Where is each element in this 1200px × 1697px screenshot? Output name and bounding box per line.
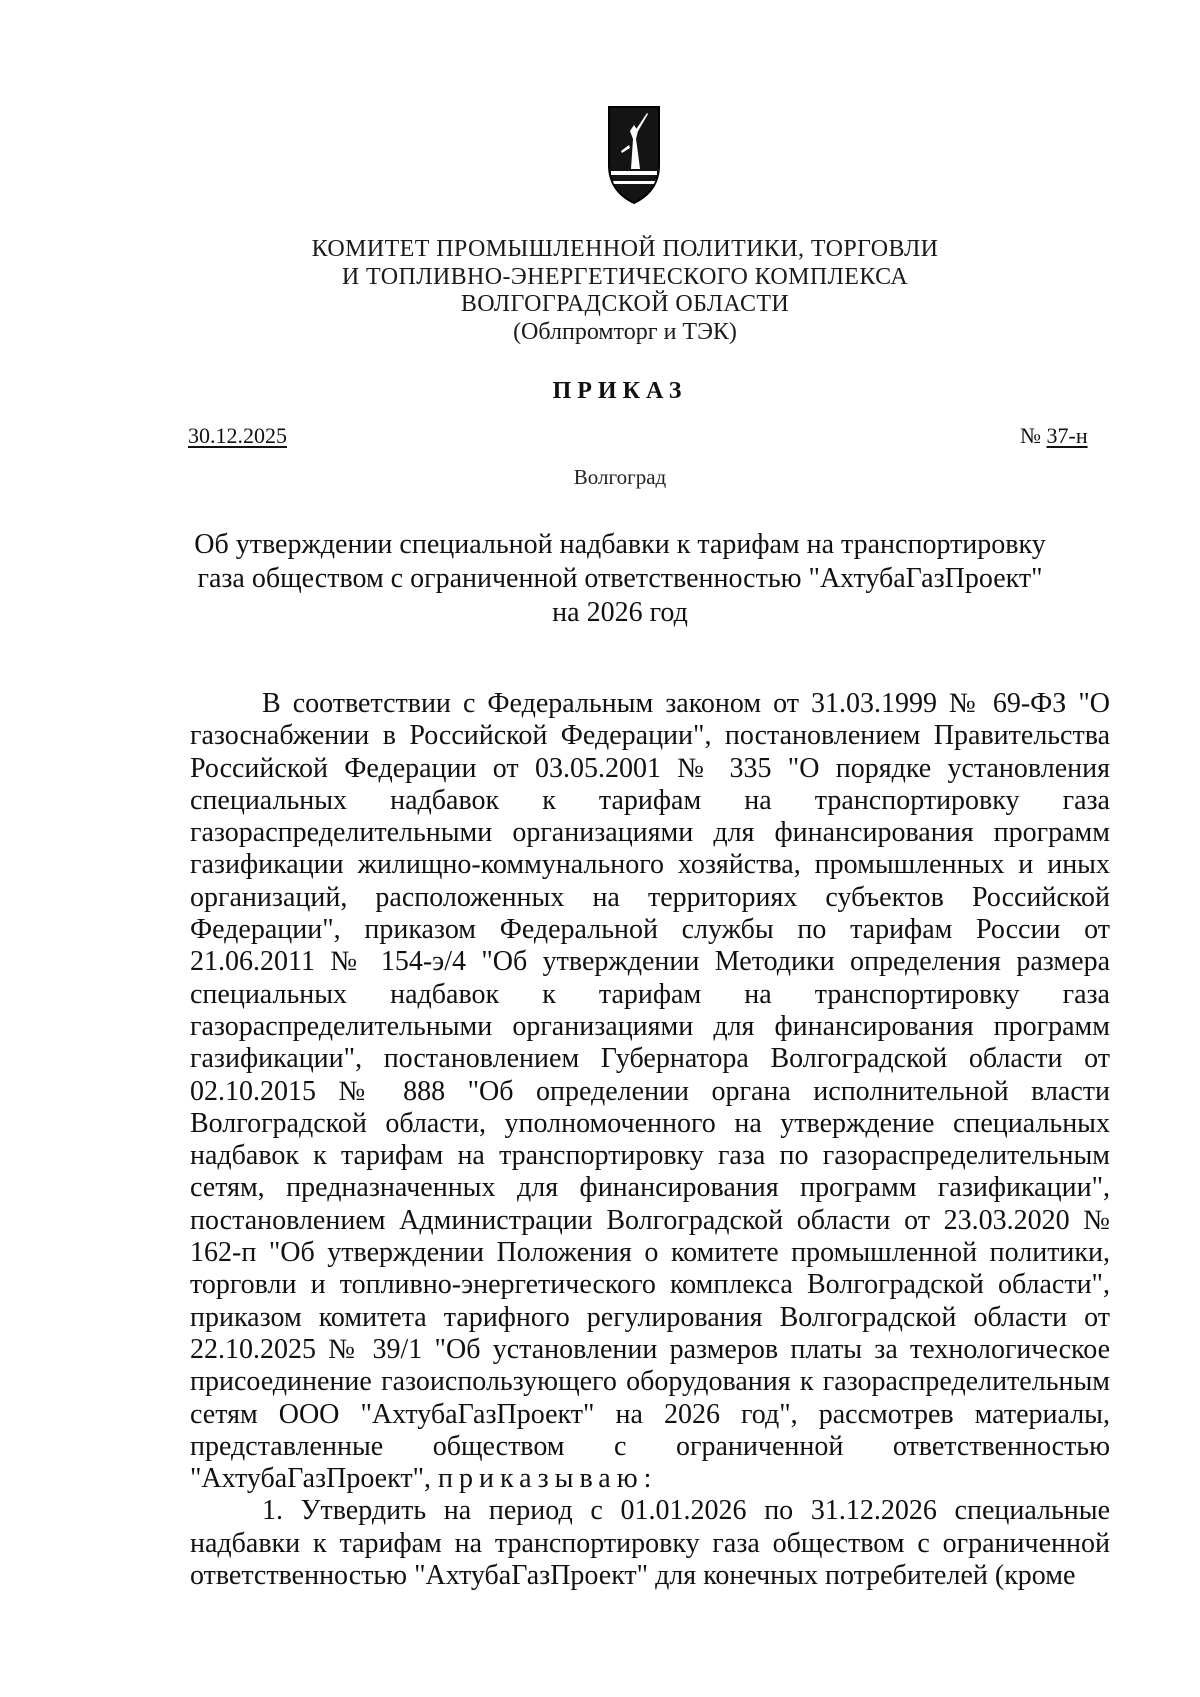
preamble-text: В соответствии с Федеральным законом от 31.03.1999 № 69-ФЗ "О газоснабжении в Российской Федерации", постановлением Правительства Российской Федерации от 03.05.2001 № 335 "О порядке установления специальных надбавок к тарифам на транспортировку газа газораспределительными организациями для финансирования программ газификации жилищно-коммунального хозяйства, промышленных и иных организаций, расположенных на территориях субъектов Российской Федерации", приказом Федеральной службы по тарифам России от 21.06.2011 № 154-э/4 "Об утверждении Методики определения размера специальных надбавок к тарифам на транспортировку газа газораспределительными организациями для финансирования программ газификации", постановлением Губернатора Волгоградской области от 02.10.2015 № 888 "Об определении органа исполнительной власти Волгоградской области, уполномоченного на утверждение специальных надбавок к тарифам на транспортировку газа по газораспределительным сетям, предназначенных для финансирования программ газификации", постановлением Администрации Волгоградской области от 23.03.2020 № 162-п "Об утверждении Положения о комитете промышленной политики, торговли и топливно-энергетического комплекса Волгоградской области", приказом комитета тарифного регулирования Волгоградской области от 22.10.2025 № 39/1 "Об установлении размеров платы за технологическое присоединение газоиспользующего оборудования к газораспределительным сетям ООО "АхтубаГазПроект" на 2026 год", рассмотрев материалы, представленные обществом с ограниченной ответственностью "АхтубаГазПроект", xyxy=(190,688,1110,1495)
number-prefix: № xyxy=(1020,423,1041,448)
title-line-3: на 2026 год xyxy=(552,597,688,628)
organization-header xyxy=(250,236,1000,346)
paragraph-item-1: 1. Утвердить на период с 01.01.2026 по 31.12.2026 специальные надбавки к тарифам на транспортировку газа обществом с ограниченной ответственностью "АхтубаГазПроект" для конечных потребителей (кроме xyxy=(190,1495,1110,1592)
org-name-line-1: КОМИТЕТ ПРОМЫШЛЕННОЙ ПОЛИТИКИ, ТОРГОВЛИ xyxy=(311,236,939,262)
paragraph-preamble xyxy=(190,688,1110,1495)
org-name-line-2: И ТОПЛИВНО-ЭНЕРГЕТИЧЕСКОГО КОМПЛЕКСА xyxy=(341,263,909,290)
org-abbreviation: (Облпромторг и ТЭК) xyxy=(513,318,737,345)
title-line-2: газа обществом с ограниченной ответственностью "АхтубаГазПроект" xyxy=(197,563,1043,594)
document-title xyxy=(190,528,1050,630)
document-city: Волгоград xyxy=(573,465,667,489)
document-body xyxy=(190,688,1110,1592)
document-type-heading: ПРИКАЗ xyxy=(552,378,688,404)
volgograd-coat-of-arms-icon xyxy=(607,105,661,207)
document-date: 30.12.2025 xyxy=(188,423,287,448)
title-line-1: Об утверждении специальной надбавки к тарифам на транспортировку xyxy=(194,529,1046,560)
document-number xyxy=(1020,423,1088,449)
order-action-word: приказываю: xyxy=(438,1463,658,1495)
org-name-line-3: ВОЛГОГРАДСКОЙ ОБЛАСТИ xyxy=(460,291,790,317)
number-value: 37-н xyxy=(1046,423,1088,448)
